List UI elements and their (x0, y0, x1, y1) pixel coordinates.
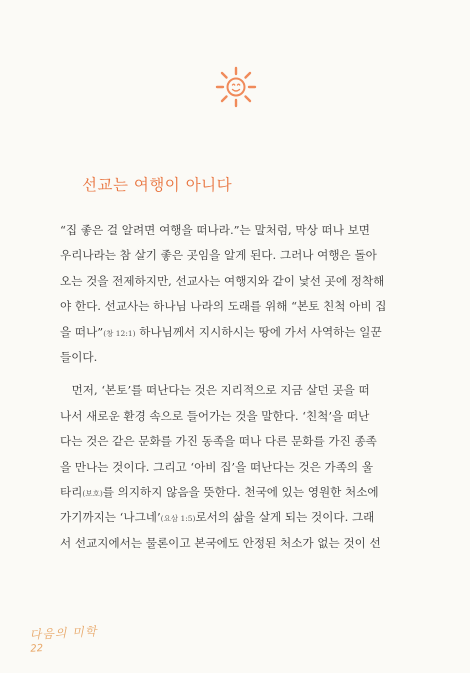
text-line (60, 269, 420, 294)
text-line (60, 243, 420, 268)
text-line (60, 455, 420, 480)
scripture-reference: (보호) (82, 488, 103, 498)
text-line (60, 320, 420, 345)
line-text: 먼저, ‘본토’를 떠난다는 것은 지리적으로 지금 살던 곳을 떠 (60, 383, 370, 398)
text-line (60, 531, 420, 556)
line-text: 들이다. (60, 349, 98, 364)
text-line (60, 345, 420, 370)
line-text-continued: 하나님께서 지시하시는 땅에 가서 사역하는 일꾼 (135, 324, 382, 339)
text-line (60, 480, 420, 505)
text-line (60, 218, 420, 243)
line-text-continued: 를 의지하지 않음을 뜻한다. 천국에 있는 영원한 처소에 (102, 484, 379, 499)
line-text: 타리 (60, 484, 83, 499)
line-text-continued: 로서의 삶을 살게 되는 것이다. 그래 (195, 510, 375, 525)
sun-icon (214, 65, 258, 109)
line-text: 서 선교지에서는 물론이고 본국에도 안정된 처소가 없는 것이 선 (60, 535, 381, 550)
line-text: 을 떠나” (60, 324, 104, 339)
scripture-reference: (요삼 1:5) (160, 514, 196, 524)
chapter-title: 선교는 여행이 아니다 (82, 176, 233, 194)
footer-brand: 다음의 미학 (29, 624, 98, 642)
footer-mark (29, 625, 98, 656)
page-number: 22 (30, 643, 44, 655)
line-text: 가기까지는 ‘나그네’ (60, 510, 161, 525)
text-line (60, 404, 420, 429)
text-line (60, 378, 420, 403)
text-line (60, 429, 420, 454)
line-text: 나서 새로운 환경 속으로 들어가는 것을 말한다. ‘친척’을 떠난 (60, 408, 370, 423)
paragraph-gap (60, 370, 420, 378)
line-text: 다는 것은 같은 문화를 가진 동족을 떠나 다른 문화를 가진 종족 (60, 434, 377, 449)
text-line (60, 505, 420, 530)
scripture-reference: (창 12:1) (103, 328, 136, 338)
line-text: 오는 것을 전제하지만, 선교사는 여행지와 같이 낯선 곳에 정착해 (60, 273, 385, 288)
line-text: 야 한다. 선교사는 하나님 나라의 도래를 위해 “본토 친척 아비 집 (60, 299, 387, 314)
body-text (60, 218, 420, 556)
text-line (60, 294, 420, 319)
line-text: 우리나라는 참 살기 좋은 곳임을 알게 된다. 그러나 여행은 돌아 (60, 248, 377, 263)
line-text: “집 좋은 걸 알려면 여행을 떠나라.”는 말처럼, 막상 떠나 보면 (60, 223, 370, 237)
line-text: 을 만나는 것이다. 그리고 ‘아비 집’을 떠난다는 것은 가족의 울 (60, 459, 374, 474)
